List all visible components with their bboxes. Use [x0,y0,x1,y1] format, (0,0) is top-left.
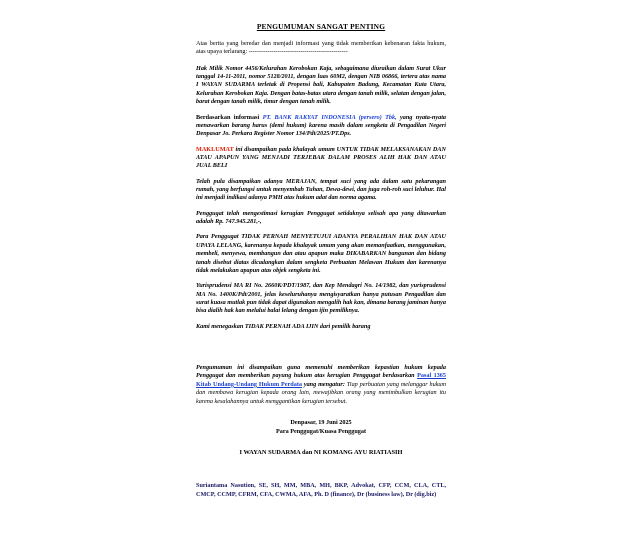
page-title: PENGUMUMAN SANGAT PENTING [256,22,386,31]
berdasarkan-prefix: Berdasarkan informasi [196,113,263,121]
signature-names: I WAYAN SUDARMA dan NI KOMANG AYU RIATIASIH [239,449,403,457]
document-body [196,22,446,500]
closing-quote: Tiap perbuatan yang melanggar hukum dan membawa kerugian kepada orang lain, mewajibkan orang yang menimbulkan kerugian itu karena kesalahannya untuk menggantikan kerugian tersebut. [196,380,446,405]
signature-date: Denpasar, 19 Juni 2025 [290,418,352,426]
paragraph-merajan: Telah pula disampaikan adanya MERAJAN, tempat suci yang ada dalam satu pekarangan rumah, yang berfungsi untuk menyembah Tuhan, Dewa-dewi, dan juga roh-roh suci leluhur. Hal ini menjadi indikasi adanya PMH atas hukum adat dan norma agama. [196,177,446,202]
paragraph-yurisprudensi: Yurisprudensi MA RI No. 2660K/PDT/1987, dan Kep Mendagri No. 14/1982, dan yurisprudensi MA No. 1400K/Pdt/2001, jelas keseluruhanya mengisyaratkan hanya putusan Pengadilan dan surat kuasa mutlak pun tidak dapat digunakan mengalih hak kan, dimana barang jaminan hanya bisa dialih hak kan melalui balai lelang dengan ijin pemiliknya. [196,282,446,315]
paragraph-hak-milik: Hak Milik Nomor 4456/Kelurahan Kerobokan Kaja, sebagaimana diuraikan dalam Surat Ukur tanggal 14-11-2011, nomor 5128/2011, dengan luas 60M2, dengan NIB 06866, tertera atas nama I WAYAN SUDARMA terletak di Propensi bali, Kabupaten Badung, Kecamatan Kuta Utara, Kelurahan Kerobokan Kaja. Dengan batas-batas utara dengan tanah milik, selatan dengan jalan, barat dengan tanah milik, timur dengan tanah milik. [196,64,446,106]
paragraph-berdasarkan [196,114,446,139]
paragraph-maklumat [196,146,446,171]
pasal-1365-link[interactable]: Pasal 1365 Kitab Undang-Undang Hukum Perdata [196,372,446,388]
bank-name: PT. BANK RAKYAT INDONESIA (persero) Tbk, [262,113,397,121]
signature-role: Para Penggugat/Kuasa Penggugat [275,427,367,435]
paragraph-estimasi-kerugian: Penggugat telah mengestimasi kerugian Penggugat setidaknya selisah apa yang ditawarkan adalah Rp. 747.945.281,-, [196,209,446,226]
footer-credentials: Suriantama Nasution, SE, SH, MM, MBA, MH, BKP, Advokat, CFP, CCM, CLA, CTL, CMCP, CCMP, CFRM, CFA, CWMA, AFA, Ph. D (finance), Dr (business law), Dr (dig.biz) [196,482,446,498]
maklumat-text: ini disampaikan pada khalayak umum UNTUK TIDAK MELAKSANAKAN DAN ATAU APAPUN YANG MENJADI TERJEBAK DALAM PROSES ALIH HAK DAN ATAU JUAL BELI [196,145,446,170]
spacer-signature [196,406,446,419]
spacer [196,338,446,364]
paragraph-persetujuan: Para Penggugat TIDAK PERNAH MENYETUJUI ADANYA PERALIHAN HAK DAN ATAU UPAYA LELANG, karenanya kepada khalayak umum yang akan memanfaatkan, menggunakan, membeli, menyewa, membangun dan atau apapun maka DIKABARKAN bangunan dan bidang tanah disebut diatas dicadangkan dalam sengketa Perbuatan Melawan Hukum dan karenanya tidak melakukan apapun atas objek sengketa ini. [196,233,446,274]
berdasarkan-suffix: yang nyata-nyata menawarkan barang harus (demi hukum) karena masih dalam sengketa di Pengadilan Negeri Denpasar Jo. Perkara Register Nomor 134/Pdt/2025/PT.Dps. [196,113,447,138]
paragraph-penegasan: Kami menegaskan TIDAK PERNAH ADA IJIN dari pemilik barang [196,322,371,330]
lead-paragraph: Atas berita yang beredar dan menjadi informasi yang tidak memberikan kebenaran fakta hukum, atas upaya terlarang: ------------------------------------------------ [196,40,446,56]
closing-text-1: Pengumuman ini disampaikan guna memenuhi memberikan kepastian hukum kepada Penggugat dan memberikan payung hukum atas kerugian Penggugat berdasarkan [196,364,446,380]
paragraph-closing [196,364,446,406]
maklumat-label: MAKLUMAT [196,145,234,153]
closing-text-2: yang mengatur: [301,380,347,388]
